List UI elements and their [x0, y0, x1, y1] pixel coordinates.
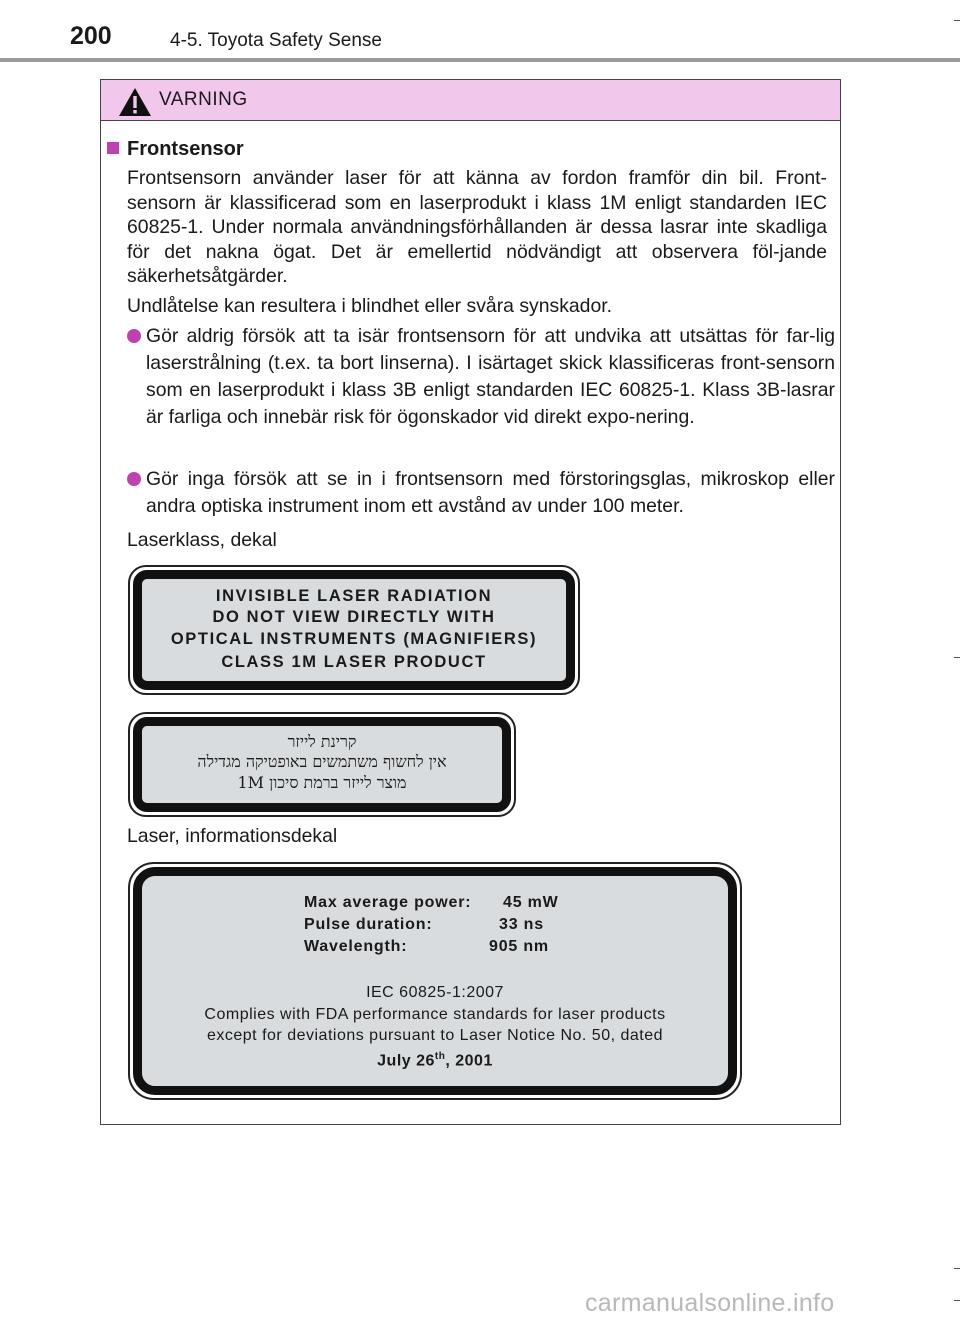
header-rule: [0, 58, 960, 62]
spec-label: Wavelength:: [304, 938, 408, 955]
crop-mark: [954, 20, 960, 21]
warning-triangle-icon: [118, 87, 152, 117]
decal-line: DO NOT VIEW DIRECTLY WITH: [212, 608, 496, 626]
laser-class-decal-english: [128, 565, 580, 695]
spec-label: Pulse duration:: [304, 916, 433, 933]
date-prefix: July 26: [377, 1052, 435, 1070]
laser-info-decal: [128, 862, 742, 1100]
caption-laser-info: Laser, informationsdekal: [127, 825, 338, 847]
decal-line: INVISIBLE LASER RADIATION: [215, 587, 493, 605]
spec-label: Max average power:: [304, 894, 472, 911]
section-title: 4-5. Toyota Safety Sense: [170, 30, 382, 51]
compliance-date: [128, 1046, 742, 1071]
watermark: carmanualsonline.info: [585, 1289, 835, 1317]
warning-label: VARNING: [159, 89, 248, 110]
spec-value: 33 ns: [499, 916, 544, 933]
risk-paragraph: Undlåtelse kan resultera i blindhet eller svåra synskador.: [127, 295, 613, 317]
caption-laser-class: Laserklass, dekal: [127, 529, 277, 551]
decal-line: OPTICAL INSTRUMENTS (MAGNIFIERS): [170, 630, 538, 648]
square-bullet-icon: [107, 142, 119, 154]
page-header: [0, 0, 960, 62]
laser-class-decal-hebrew: [128, 712, 516, 817]
bullet-text: Gör aldrig försök att ta isär frontsensorn för att undvika att utsättas för far-lig laserstrålning (t.ex. ta bort linserna). I isärtaget skick klassificeras front-sensorn som en laserprodukt i klass 3B enligt standarden IEC 60825-1. Klass 3B-lasrar är farliga och innebär risk för ögonskador vid direkt expo-nering.: [146, 325, 835, 428]
decal-line: CLASS 1M LASER PRODUCT: [221, 653, 487, 671]
decal-line: קרינת לייזר: [287, 732, 357, 751]
section-heading: [107, 138, 244, 161]
bullet-dot-icon: [127, 472, 141, 486]
decal-line: מוצר לייזר ברמת סיכון 1M: [237, 773, 407, 792]
intro-paragraph: Frontsensorn använder laser för att känna av fordon framför din bil. Front-sensorn är klassificerad som en laserprodukt i klass 1M enligt standarden IEC 60825-1. Under normala användningsförhållanden är dessa lasrar inte skadliga för det nakna ögat. Det är emellertid nödvändigt att observera föl-jande säkerhetsåtgärder.: [127, 167, 827, 288]
bullet-item: [127, 323, 835, 431]
date-sup: th: [434, 1051, 446, 1062]
decal-line: אין לחשוף משתמשים באופטיקה מגדילה: [197, 752, 447, 771]
compliance-line: Complies with FDA performance standards for laser products: [204, 1006, 666, 1023]
bullet-text: Gör inga försök att se in i frontsensorn med förstoringsglas, mikroskop eller andra optiska instrument inom ett avstånd av under 100 meter.: [146, 468, 835, 517]
date-suffix: , 2001: [445, 1052, 493, 1070]
heading-text: Frontsensor: [127, 138, 244, 160]
bullet-dot-icon: [127, 329, 141, 343]
standard-text: IEC 60825-1:2007: [366, 984, 504, 1001]
spec-value: 905 nm: [489, 938, 549, 955]
crop-mark: [954, 657, 960, 658]
crop-mark: [954, 1268, 960, 1269]
spec-value: 45 mW: [503, 894, 559, 911]
crop-mark: [954, 1300, 960, 1301]
compliance-line: except for deviations pursuant to Laser Notice No. 50, dated: [206, 1027, 664, 1044]
warning-header: [101, 80, 840, 121]
bullet-item: [127, 466, 835, 520]
page-number: 200: [70, 22, 112, 50]
